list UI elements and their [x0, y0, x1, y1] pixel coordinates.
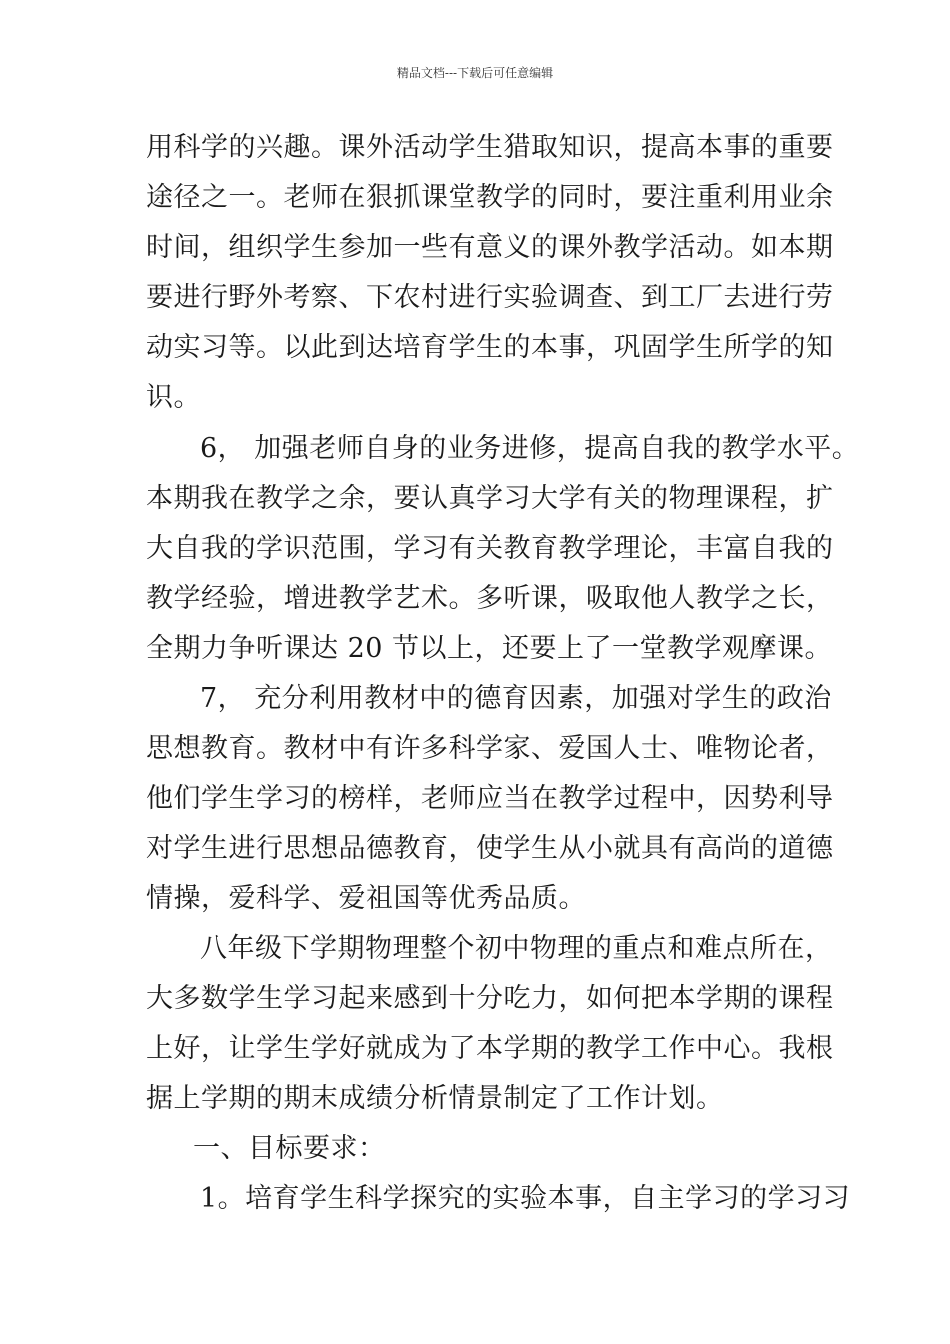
text-line: 思想教育。教材中有许多科学家、爱国人士、唯物论者，	[146, 733, 834, 764]
text-line: 一、目标要求：	[193, 1133, 386, 1164]
text-line: 途径之一。老师在狠抓课堂教学的同时，要注重利用业余	[146, 182, 834, 213]
text-line: 他们学生学习的榜样，老师应当在教学过程中，因势利导	[146, 783, 834, 814]
text-line: 教学经验，增进教学艺术。多听课，吸取他人教学之长，	[146, 583, 834, 614]
text-line: 本期我在教学之余，要认真学习大学有关的物理课程，扩	[146, 483, 834, 514]
text-line: 动实习等。以此到达培育学生的本事，巩固学生所学的知	[146, 332, 834, 363]
text-line: 大自我的学识范围，学习有关教育教学理论，丰富自我的	[146, 533, 834, 564]
text-line: 1。培育学生科学探究的实验本事，自主学习的学习习	[200, 1183, 851, 1214]
text-line: 用科学的兴趣。课外活动学生猎取知识，提高本事的重要	[146, 132, 834, 163]
text-line: 识。	[146, 382, 201, 413]
text-line: 八年级下学期物理整个初中物理的重点和难点所在，	[200, 933, 833, 964]
text-line: 6， 加强老师自身的业务进修，提高自我的教学水平。	[200, 433, 860, 464]
text-line: 上好，让学生学好就成为了本学期的教学工作中心。我根	[146, 1033, 834, 1064]
text-line: 对学生进行思想品德教育，使学生从小就具有高尚的道德	[146, 833, 834, 864]
text-line: 据上学期的期末成绩分析情景制定了工作计划。	[146, 1083, 724, 1114]
text-line: 情操，爱科学、爱祖国等优秀品质。	[146, 883, 586, 914]
page-header: 精品文档---下载后可任意编辑	[396, 66, 554, 80]
text-line: 要进行野外考察、下农村进行实验调查、到工厂去进行劳	[146, 282, 834, 313]
text-line: 全期力争听课达 20 节以上，还要上了一堂教学观摩课。	[146, 633, 833, 664]
text-line: 大多数学生学习起来感到十分吃力，如何把本学期的课程	[146, 983, 834, 1014]
text-line: 7， 充分利用教材中的德育因素，加强对学生的政治	[200, 683, 832, 714]
text-line: 时间，组织学生参加一些有意义的课外教学活动。如本期	[146, 232, 834, 263]
